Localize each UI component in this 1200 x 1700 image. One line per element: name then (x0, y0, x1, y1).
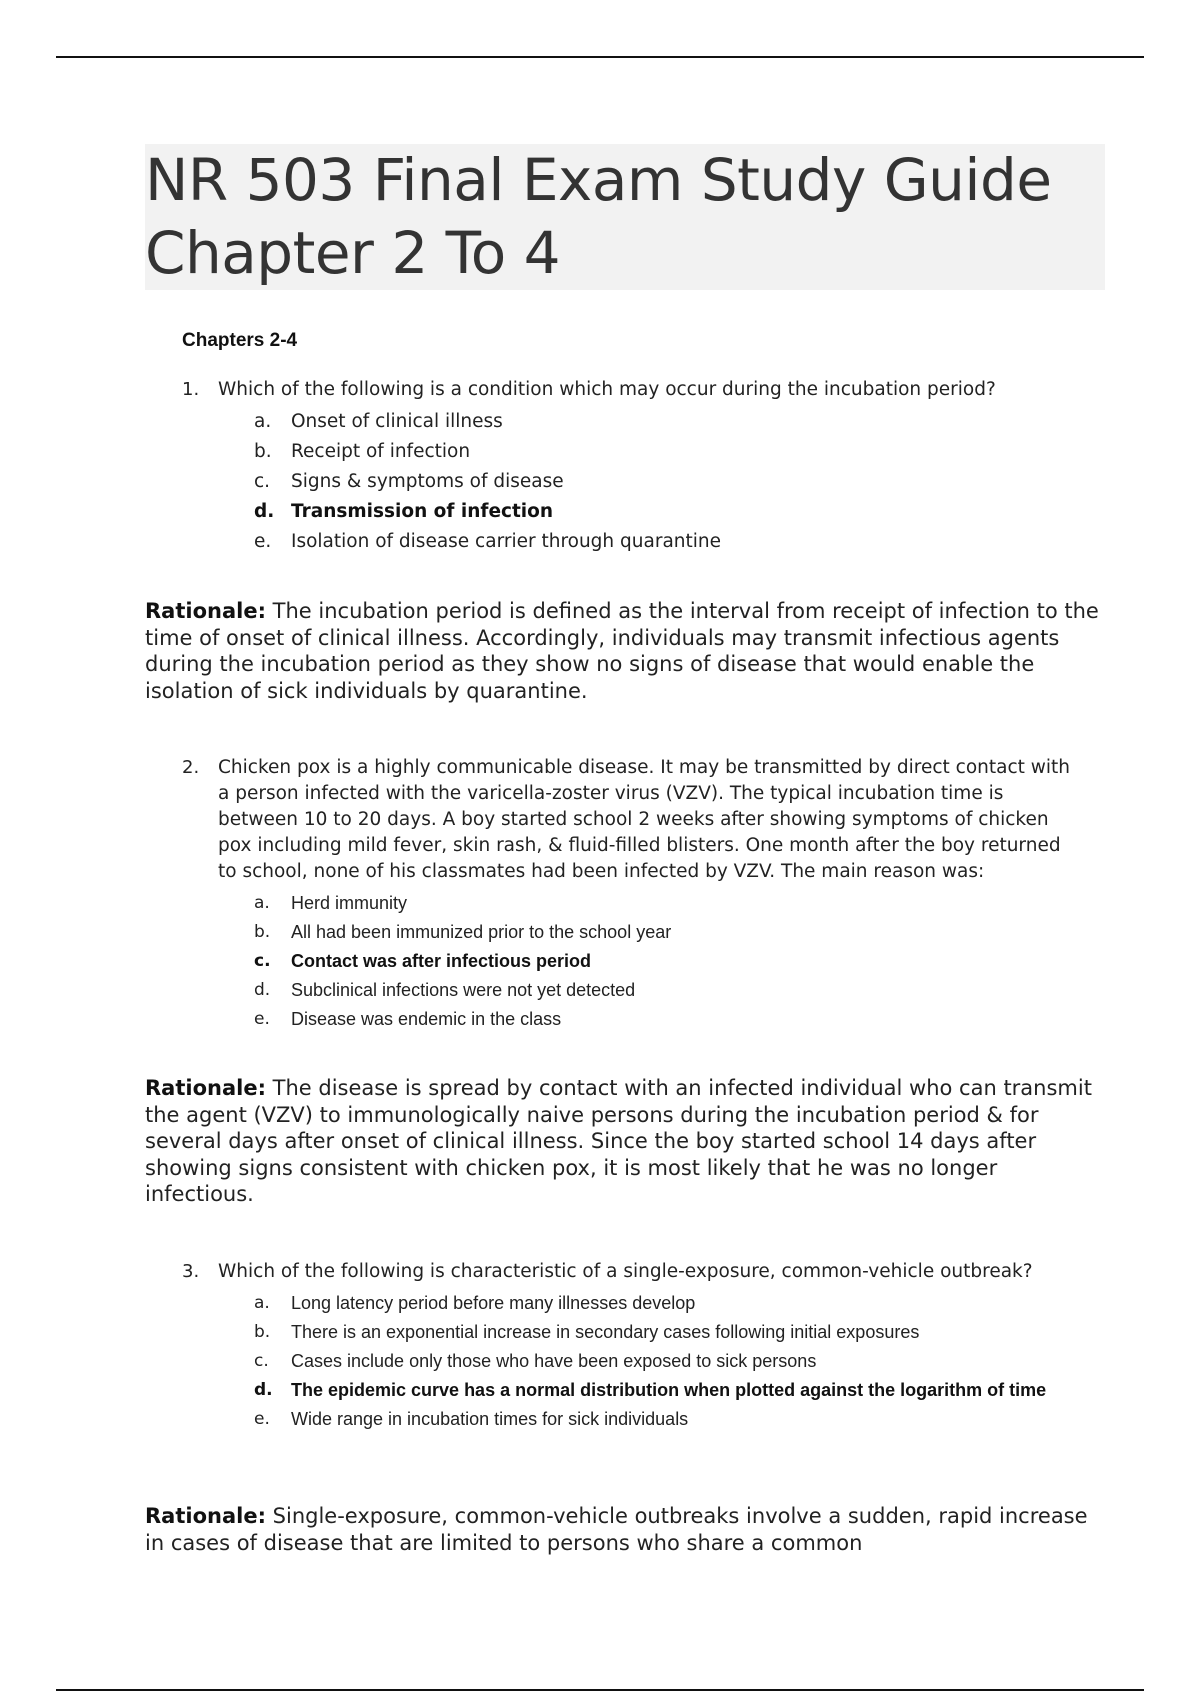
bottom-rule (56, 1689, 1144, 1691)
option-c-correct-answer: c. Contact was after infectious period (254, 951, 592, 971)
option-a: a. Onset of clinical illness (254, 411, 503, 432)
option-a: a. Herd immunity (254, 893, 408, 913)
option-b: b. Receipt of infection (254, 441, 471, 462)
option-c: c. Cases include only those who have been exposed to sick persons (254, 1351, 817, 1371)
option-e: e. Isolation of disease carrier through quarantine (254, 531, 722, 552)
question-text: Which of the following is a condition which may occur during the incubation period? (218, 379, 996, 400)
option-d-correct-answer: d. The epidemic curve has a normal distribution when plotted against the logarithm of time (254, 1380, 1047, 1400)
option-b: b. All had been immunized prior to the school year (254, 922, 672, 942)
rationale-label: Rationale: (145, 1504, 266, 1528)
option-a: a. Long latency period before many illnesses develop (254, 1293, 696, 1313)
option-list (182, 889, 1082, 1034)
question-2 (182, 755, 1082, 1034)
option-e: e. Wide range in incubation times for sick individuals (254, 1409, 689, 1429)
question-text: Chicken pox is a highly communicable disease. It may be transmitted by direct contact with a person infected with the varicella-zoster virus (VZV). The typical incubation time is between 10 to 20 days. A boy started school 2 weeks after showing symptoms of chicken pox including mild fever, skin rash, & fluid-filled blisters. One month after the boy returned to school, none of his classmates had been infected by VZV. The main reason was: (218, 757, 1071, 882)
option-d: d. Subclinical infections were not yet detected (254, 980, 636, 1000)
document-title-line-1: NR 503 Final Exam Study Guide (145, 146, 1052, 214)
section-heading: Chapters 2-4 (182, 330, 298, 351)
rationale-text: The disease is spread by contact with an infected individual who can transmit the agent (VZV) to immunologically naive persons during the incubation period & for several days after onset of clinical illness. Since the boy started school 14 days after showing signs consistent with chicken pox, it is most likely that he was no longer infectious. (145, 1076, 1092, 1206)
question-3 (182, 1259, 1082, 1434)
option-c: c. Signs & symptoms of disease (254, 471, 564, 492)
rationale-text: The incubation period is defined as the interval from receipt of infection to the time of onset of clinical illness. Accordingly, individuals may transmit infectious agents during the incubation period as they show no signs of disease that would enable the isolation of sick individuals by quarantine. (145, 599, 1099, 703)
top-rule (56, 56, 1144, 58)
option-d-correct-answer: d. Transmission of infection (254, 501, 554, 522)
option-e: e. Disease was endemic in the class (254, 1009, 562, 1029)
option-b: b. There is an exponential increase in secondary cases following initial exposures (254, 1322, 920, 1342)
document-title-line-2: Chapter 2 To 4 (145, 219, 561, 287)
question-number: 1. (182, 379, 200, 400)
rationale-label: Rationale: (145, 1076, 266, 1100)
title-block (145, 144, 1105, 290)
rationale-3 (145, 1503, 1105, 1556)
option-list (182, 407, 1082, 557)
rationale-label: Rationale: (145, 599, 266, 623)
rationale-text: Single-exposure, common-vehicle outbreaks involve a sudden, rapid increase in cases of disease that are limited to persons who share a common (145, 1504, 1088, 1555)
question-text: Which of the following is characteristic of a single-exposure, common-vehicle outbreak? (218, 1261, 1033, 1282)
rationale-1 (145, 598, 1105, 704)
question-1 (182, 377, 1082, 557)
option-list (182, 1289, 1082, 1434)
question-number: 3. (182, 1261, 200, 1282)
rationale-2 (145, 1075, 1105, 1208)
question-number: 2. (182, 757, 200, 778)
